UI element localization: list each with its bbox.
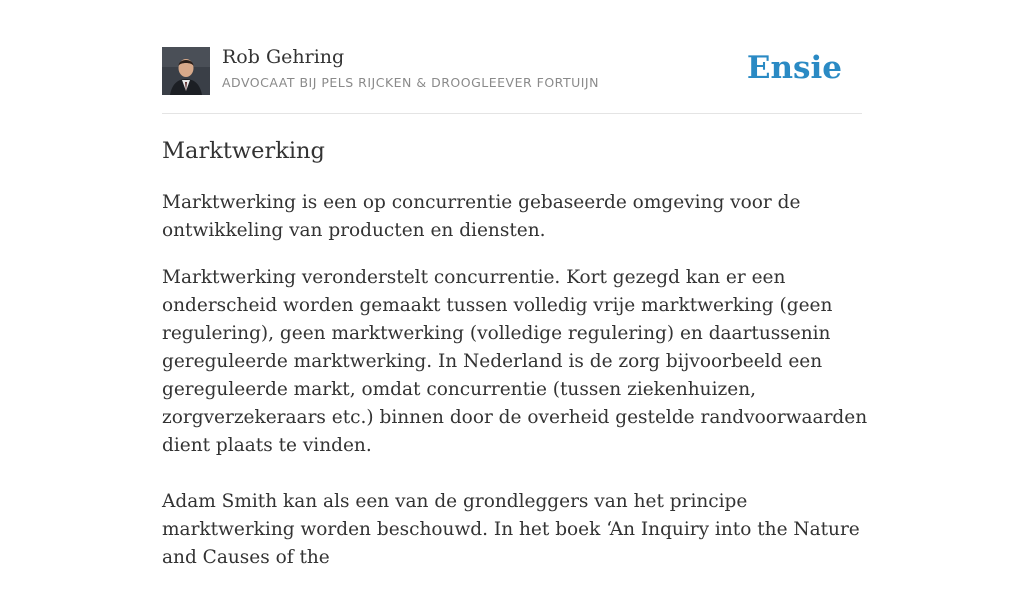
article-body: [162, 189, 870, 591]
article-paragraph: Marktwerking veronderstelt concurrentie. Kort gezegd kan er een onderscheid worden gemaakt tussen volledig vrije marktwerking (geen regulering), geen marktwerking (volledige regulering) en daartussenin gereguleerde marktwerking. In Nederland is de zorg bijvoorbeeld een gereguleerde markt, omdat concurrentie (tussen ziekenhuizen, zorgverzekeraars etc.) binnen door de overheid gestelde randvoorwaarden dient plaats te vinden. Adam Smith kan als een van de grondleggers van het principe marktwerking worden beschouwd. In het boek ‘An Inquiry into the Nature and Causes of the: [162, 267, 868, 568]
brand-logo[interactable]: Ensie: [746, 50, 842, 86]
author-role: ADVOCAAT BIJ PELS RIJCKEN & DROOGLEEVER FORTUIJN: [222, 75, 599, 90]
avatar[interactable]: [162, 47, 210, 95]
author-name[interactable]: Rob Gehring: [222, 46, 345, 68]
author-portrait-icon: [162, 47, 210, 95]
article-title: Marktwerking: [162, 138, 325, 164]
author-header: [162, 46, 862, 96]
article-paragraph: Marktwerking is een op concurrentie gebaseerde omgeving voor de ontwikkeling van producten en diensten.: [162, 192, 801, 241]
header-divider: [162, 113, 862, 114]
